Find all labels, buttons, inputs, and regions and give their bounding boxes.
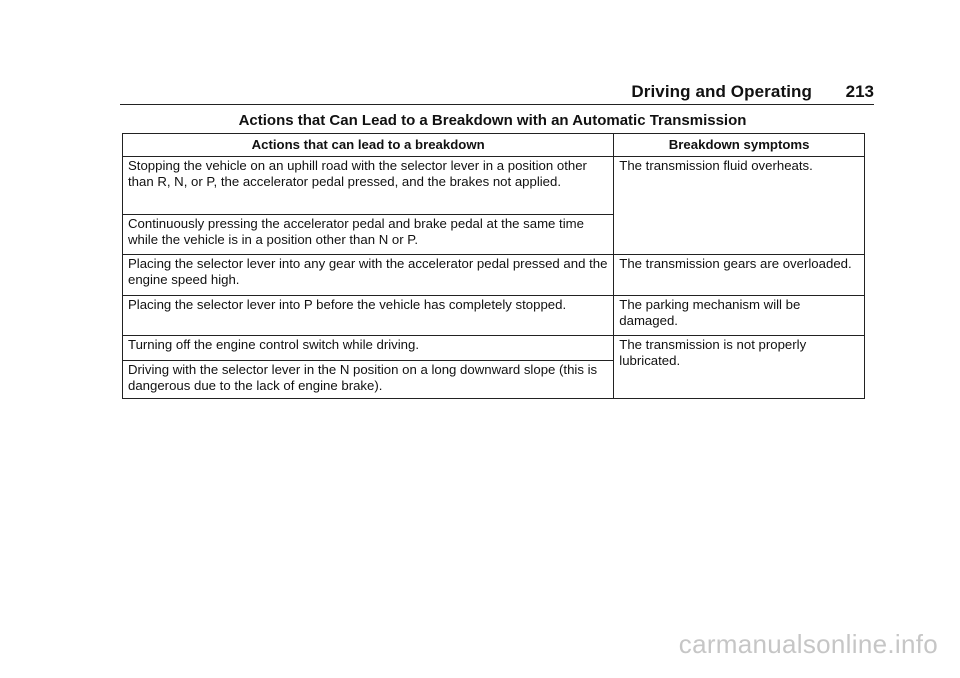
symptom-cell: The parking mechanism will be damaged. bbox=[614, 296, 865, 336]
action-cell: Driving with the selector lever in the N position on a long downward slope (this is dangerous due to the lack of engine brake). bbox=[123, 361, 614, 399]
action-cell: Continuously pressing the accelerator pedal and brake pedal at the same time while the vehicle is in a position other than N or P. bbox=[123, 215, 614, 255]
symptom-cell: The transmission fluid overheats. bbox=[614, 157, 865, 255]
column-header-actions: Actions that can lead to a breakdown bbox=[123, 134, 614, 157]
page-number: 213 bbox=[845, 82, 874, 101]
action-cell: Placing the selector lever into P before the vehicle has completely stopped. bbox=[123, 296, 614, 336]
column-header-symptoms: Breakdown symptoms bbox=[614, 134, 865, 157]
action-cell: Placing the selector lever into any gear with the accelerator pedal pressed and the engine speed high. bbox=[123, 255, 614, 296]
watermark: carmanualsonline.info bbox=[678, 629, 938, 659]
table-row bbox=[123, 157, 865, 215]
table-row bbox=[123, 296, 865, 336]
breakdown-table bbox=[122, 133, 865, 399]
table-title: Actions that Can Lead to a Breakdown with an Automatic Transmission bbox=[238, 112, 747, 129]
table-row bbox=[123, 336, 865, 361]
table-row bbox=[123, 255, 865, 296]
section-title: Driving and Operating bbox=[631, 82, 812, 101]
table-header-row bbox=[123, 134, 865, 157]
symptom-cell: The transmission gears are overloaded. bbox=[614, 255, 865, 296]
symptom-cell: The transmission is not properly lubricated. bbox=[614, 336, 865, 399]
action-cell: Stopping the vehicle on an uphill road with the selector lever in a position other than R, N, or P, the accelerator pedal pressed, and the brakes not applied. bbox=[123, 157, 614, 215]
action-cell: Turning off the engine control switch while driving. bbox=[123, 336, 614, 361]
page-header bbox=[120, 80, 874, 105]
